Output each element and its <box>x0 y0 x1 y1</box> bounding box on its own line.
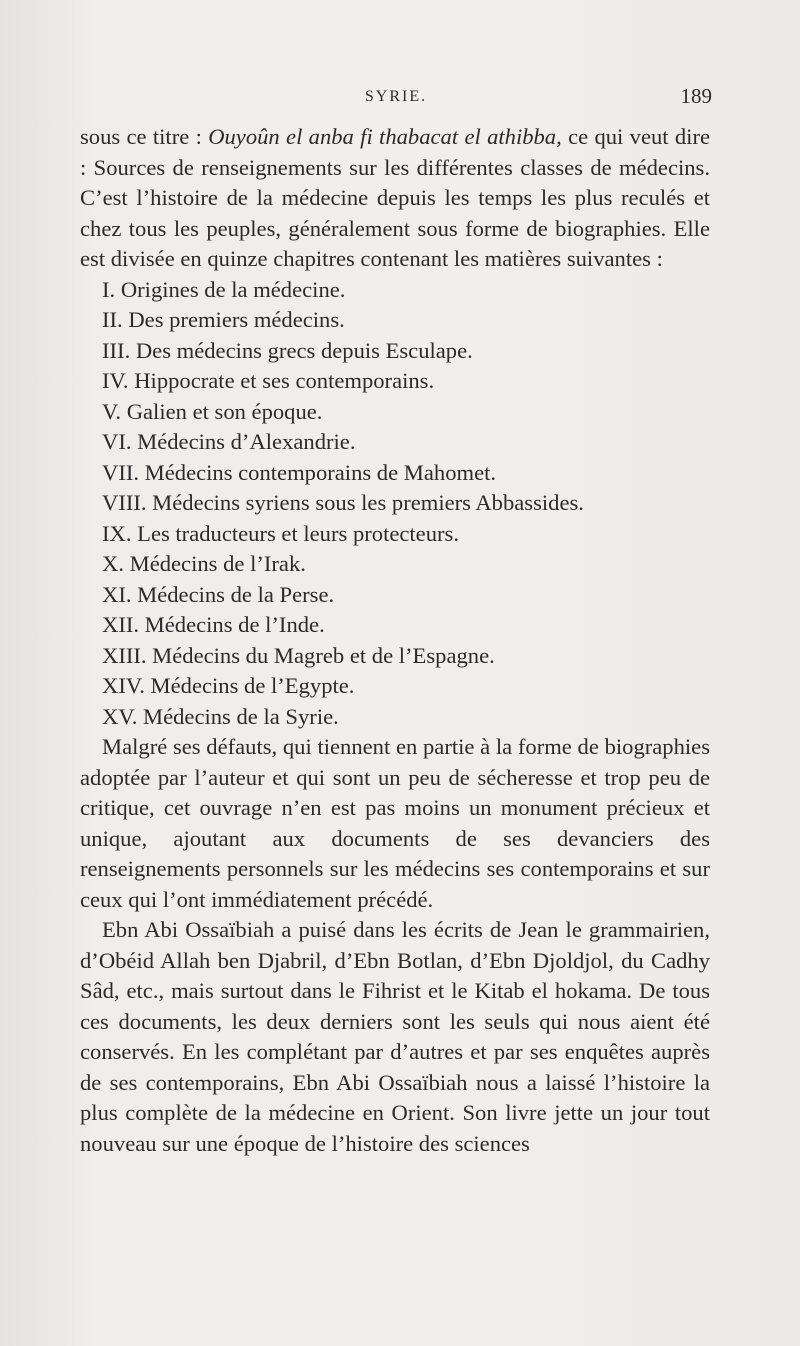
intro-lead: sous ce titre : <box>80 124 209 149</box>
intro-rest: ce qui veut dire : Sources de renseignements sur les différentes classes de médecins. C’est l’histoire de la médecine depuis les temps les plus reculés et chez tous les peuples, généralement sous forme de biographies. Elle est divisée en quinze chapitres contenant les matières suivantes : <box>80 124 711 271</box>
page-header <box>80 84 712 114</box>
chapter-item: VII. Médecins contemporains de Mahomet. <box>102 459 497 485</box>
chapter-item: IX. Les traducteurs et leurs protecteurs. <box>102 520 459 546</box>
chapter-item: II. Des premiers médecins. <box>102 307 345 332</box>
intro-paragraph <box>80 122 710 275</box>
chapter-item: XII. Médecins de l’Inde. <box>102 612 325 637</box>
chapter-item: VIII. Médecins syriens sous les premiers Abbassides. <box>102 490 584 515</box>
chapter-item: XIV. Médecins de l’Egypte. <box>102 673 355 698</box>
chapter-item: III. Des médecins grecs depuis Esculape. <box>102 337 473 363</box>
chapter-item: XV. Médecins de la Syrie. <box>102 703 339 729</box>
running-head: SYRIE. <box>364 88 428 105</box>
book-title: Ouyoûn el anba fi thabacat el athibba, <box>208 124 562 149</box>
paragraph-sources: Ebn Abi Ossaïbiah a puisé dans les écrits de Jean le grammairien, d’Obéid Allah ben Djabril, d’Ebn Botlan, d’Ebn Djoldjol, du Cadhy Sâd, etc., mais surtout dans le Fihrist et le Kitab el hokama. De tous ces documents, les deux derniers sont les seuls qui nous aient été conservés. En les complétant par d’autres et par ses enquêtes auprès de ses contemporains, Ebn Abi Ossaïbiah nous a laissé l’histoire la plus complète de la médecine en Orient. Son livre jette un jour tout nouveau sur une époque de l’histoire des sciences <box>80 917 710 1156</box>
body-text <box>80 122 710 1159</box>
chapter-item: X. Médecins de l’Irak. <box>102 551 306 576</box>
chapter-item: IV. Hippocrate et ses contemporains. <box>102 368 435 393</box>
paragraph-critique: Malgré ses défauts, qui tiennent en partie à la forme de biographies adoptée par l’auteur et qui sont un peu de sécheresse et trop peu de critique, cet ouvrage n’en est pas moins un monument précieux et unique, ajoutant aux documents de ses devanciers des renseignements personnels sur les médecins ses contemporains et sur ceux qui l’ont immédiatement précédé. <box>80 734 710 912</box>
page-number: 189 <box>680 84 712 108</box>
chapter-item: XIII. Médecins du Magreb et de l’Espagne. <box>102 642 495 668</box>
chapter-item: V. Galien et son époque. <box>102 398 323 424</box>
chapter-item: I. Origines de la médecine. <box>102 276 346 302</box>
chapter-item: XI. Médecins de la Perse. <box>102 581 335 607</box>
chapter-item: VI. Médecins d’Alexandrie. <box>102 429 356 454</box>
chapter-list <box>80 275 710 733</box>
